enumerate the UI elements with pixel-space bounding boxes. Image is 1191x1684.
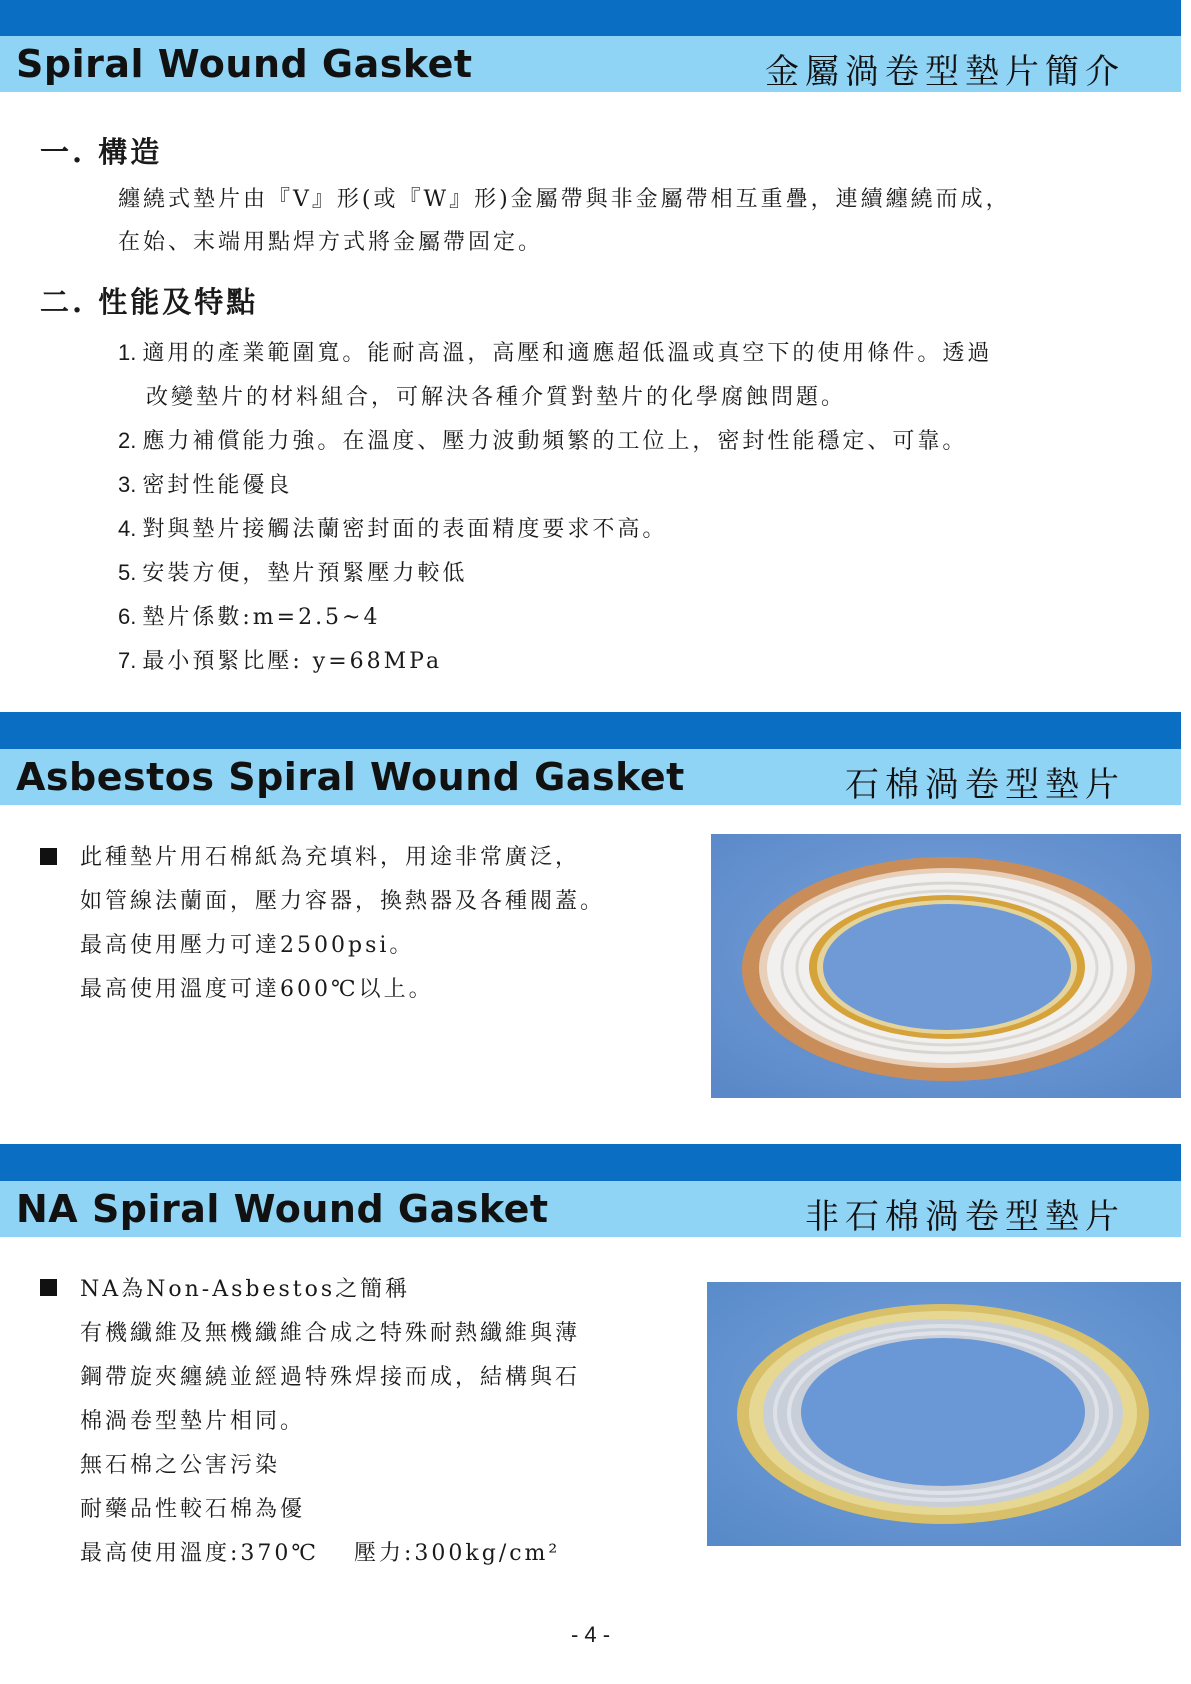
na-line-7: 最高使用溫度:370℃ 壓力:300kg/cm² [80,1541,561,1566]
na-line-2: 有機纖維及無機纖維合成之特殊耐熱纖維與薄 [80,1321,581,1346]
structure-heading: 一. 構造 [40,135,163,169]
structure-line-1: 纏繞式墊片由『V』形(或『W』形)金屬帶與非金屬帶相互重疊，連續纏繞而成， [118,187,1011,212]
feature-item-1: 1. 適用的產業範圍寬。能耐高溫，高壓和適應超低溫或真空下的使用條件。透過 [118,340,993,366]
feature-item-4: 4. 對與墊片接觸法蘭密封面的表面精度要求不高。 [118,516,668,542]
feature-item-5: 5. 安裝方便，墊片預緊壓力較低 [118,560,468,586]
feature-item-3: 3. 密封性能優良 [118,472,293,498]
structure-line-2: 在始、末端用點焊方式將金屬帶固定。 [118,230,544,255]
asbestos-line-1: 此種墊片用石棉紙為充填料，用途非常廣泛， [80,845,581,870]
feature-item-7: 7. 最小預緊比壓: y=68MPa [118,648,443,674]
section-3-title-en: NA Spiral Wound Gasket [16,1187,549,1231]
na-gasket-photo [707,1282,1181,1546]
feature-item-1-cont: 改變墊片的材料組合，可解決各種介質對墊片的化學腐蝕問題。 [146,385,847,410]
section-2-top-bar [0,712,1181,749]
section-3-top-bar [0,1144,1181,1181]
asbestos-gasket-photo [711,834,1181,1098]
asbestos-line-2: 如管線法蘭面，壓力容器，換熱器及各種閥蓋。 [80,889,606,914]
section-1-title-zh: 金屬渦卷型墊片簡介 [765,52,1125,92]
asbestos-line-4: 最高使用溫度可達600℃以上。 [80,977,434,1002]
asbestos-line-3: 最高使用壓力可達2500psi。 [80,933,415,958]
na-gasket-illustration [707,1282,1181,1546]
section-1-title-bar [0,36,1181,92]
na-line-4: 棉渦卷型墊片相同。 [80,1409,306,1434]
section-2-title-en: Asbestos Spiral Wound Gasket [16,755,685,799]
page-number: - 4 - [570,1622,611,1647]
na-line-6: 耐藥品性較石棉為優 [80,1497,306,1522]
na-bullet [40,1279,57,1296]
asbestos-gasket-illustration [711,834,1181,1098]
na-line-5: 無石棉之公害污染 [80,1453,281,1478]
features-heading: 二. 性能及特點 [40,285,259,319]
section-3-title-bar [0,1181,1181,1237]
na-line-3: 鋼帶旋夾纏繞並經過特殊焊接而成，結構與石 [80,1365,581,1390]
section-1-title-en: Spiral Wound Gasket [16,42,473,86]
asbestos-bullet [40,848,57,865]
na-line-1: NA為Non-Asbestos之簡稱 [80,1277,411,1302]
section-2-title-zh: 石棉渦卷型墊片 [845,765,1125,805]
feature-item-2: 2. 應力補償能力強。在溫度、壓力波動頻繁的工位上，密封性能穩定、可靠。 [118,428,968,454]
feature-item-6: 6. 墊片係數:m=2.5~4 [118,604,381,630]
section-1-top-bar [0,0,1181,36]
section-3-title-zh: 非石棉渦卷型墊片 [805,1197,1125,1237]
section-2-title-bar [0,749,1181,805]
